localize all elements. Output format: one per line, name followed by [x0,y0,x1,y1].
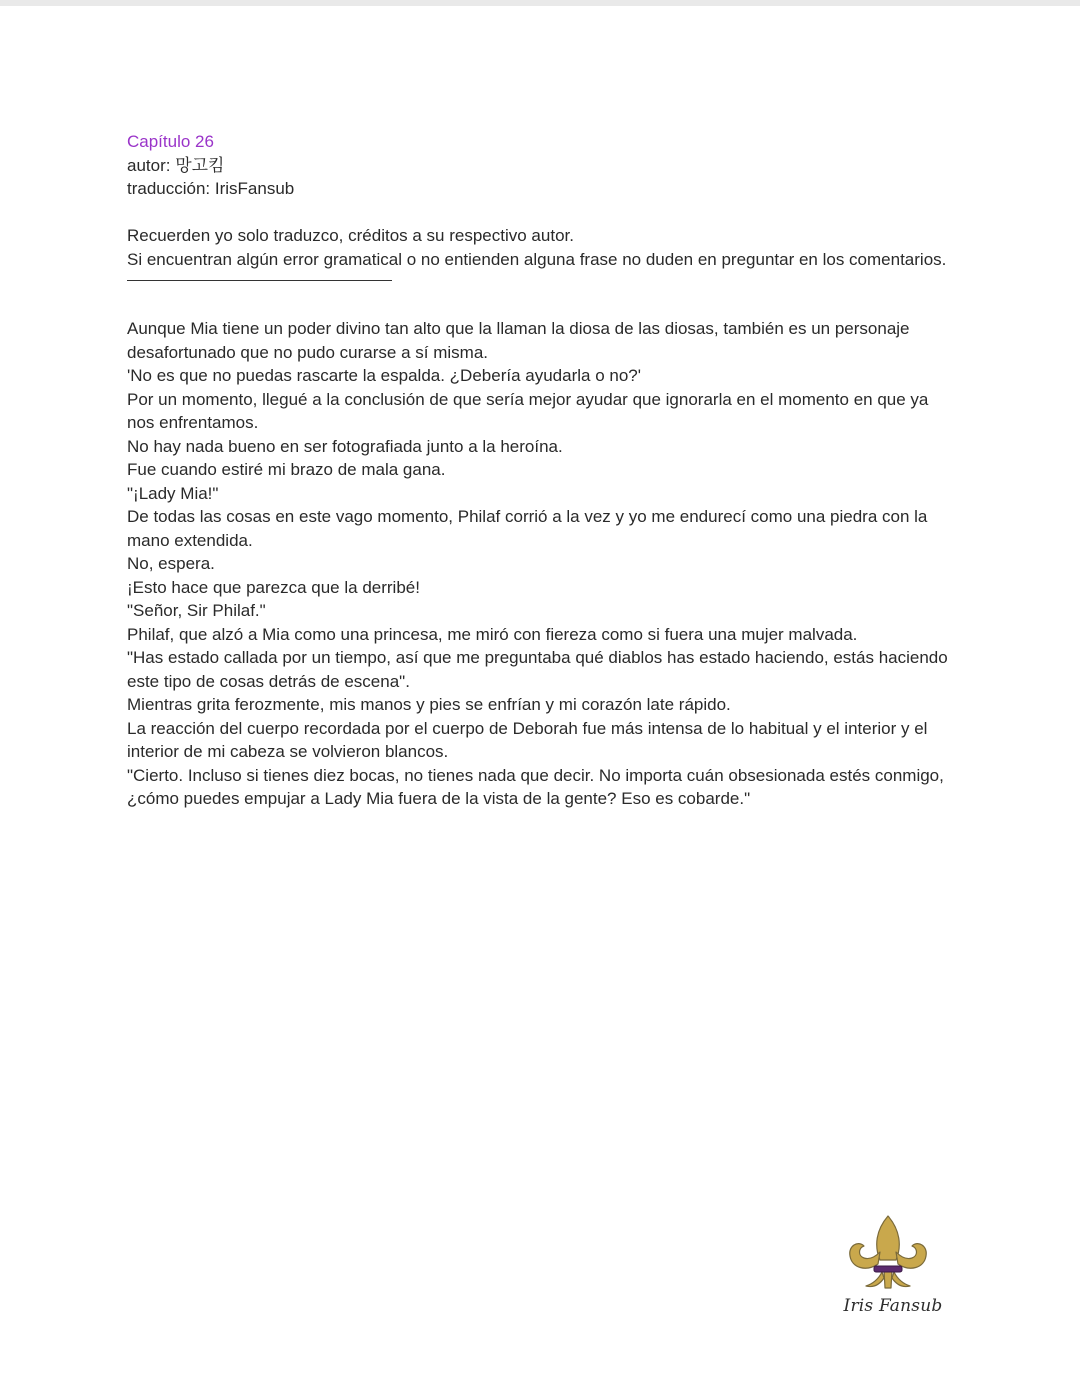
note-line-1: Recuerden yo solo traduzco, créditos a su respectivo autor. [127,226,574,245]
separator-line [127,280,392,281]
paragraph: De todas las cosas en este vago momento, Philaf corrió a la vez y yo me endurecí como una piedra con la mano extendida. [127,507,928,550]
document-page [127,130,957,811]
paragraph: Fue cuando estiré mi brazo de mala gana. [127,460,446,479]
chapter-title: Capítulo 26 [127,132,214,151]
paragraph: "Cierto. Incluso si tienes diez bocas, no tienes nada que decir. No importa cuán obsesionada estés conmigo, ¿cómo puedes empujar a Lady Mia fuera de la vista de la gente? Eso es cobarde." [127,765,944,808]
fleur-de-lis-icon [838,1212,948,1296]
paragraph: La reacción del cuerpo recordada por el cuerpo de Deborah fue más intensa de lo habitual y el interior y el interior de mi cabeza se volvieron blancos. [127,718,928,761]
story-body [127,317,957,811]
spacer [127,201,957,225]
iris-fansub-logo [838,1212,948,1332]
paragraph: 'No es que no puedas rascarte la espalda. ¿Debería ayudarla o no?' [127,366,641,385]
paragraph: "Señor, Sir Philaf." [127,601,266,620]
paragraph: "¡Lady Mia!" [127,483,219,503]
translation-line: traducción: IrisFansub [127,179,295,198]
paragraph: "Has estado callada por un tiempo, así que me preguntaba qué diablos has estado haciendo, estás haciendo este tipo de cosas detrás de escena". [127,648,948,691]
top-strip [0,0,1080,6]
paragraph: No, espera. [127,554,215,573]
paragraph: No hay nada bueno en ser fotografiada junto a la heroína. [127,436,563,456]
paragraph: Mientras grita ferozmente, mis manos y pies se enfrían y mi corazón late rápido. [127,695,731,714]
paragraph: Aunque Mia tiene un poder divino tan alto que la llaman la diosa de las diosas, también es un personaje desafortunado que no pudo curarse a sí misma. [127,319,910,362]
logo-text: Iris Fansub [843,1296,943,1316]
note-line-2: Si encuentran algún error gramatical o no entienden alguna frase no duden en preguntar en los comentarios. [127,249,947,269]
author-line: autor: 망고킴 [127,155,225,175]
paragraph: Philaf, que alzó a Mia como una princesa, me miró con fiereza como si fuera una mujer malvada. [127,624,858,644]
paragraph: ¡Esto hace que parezca que la derribé! [127,577,420,597]
paragraph: Por un momento, llegué a la conclusión de que sería mejor ayudar que ignorarla en el momento en que ya nos enfrentamos. [127,389,929,432]
